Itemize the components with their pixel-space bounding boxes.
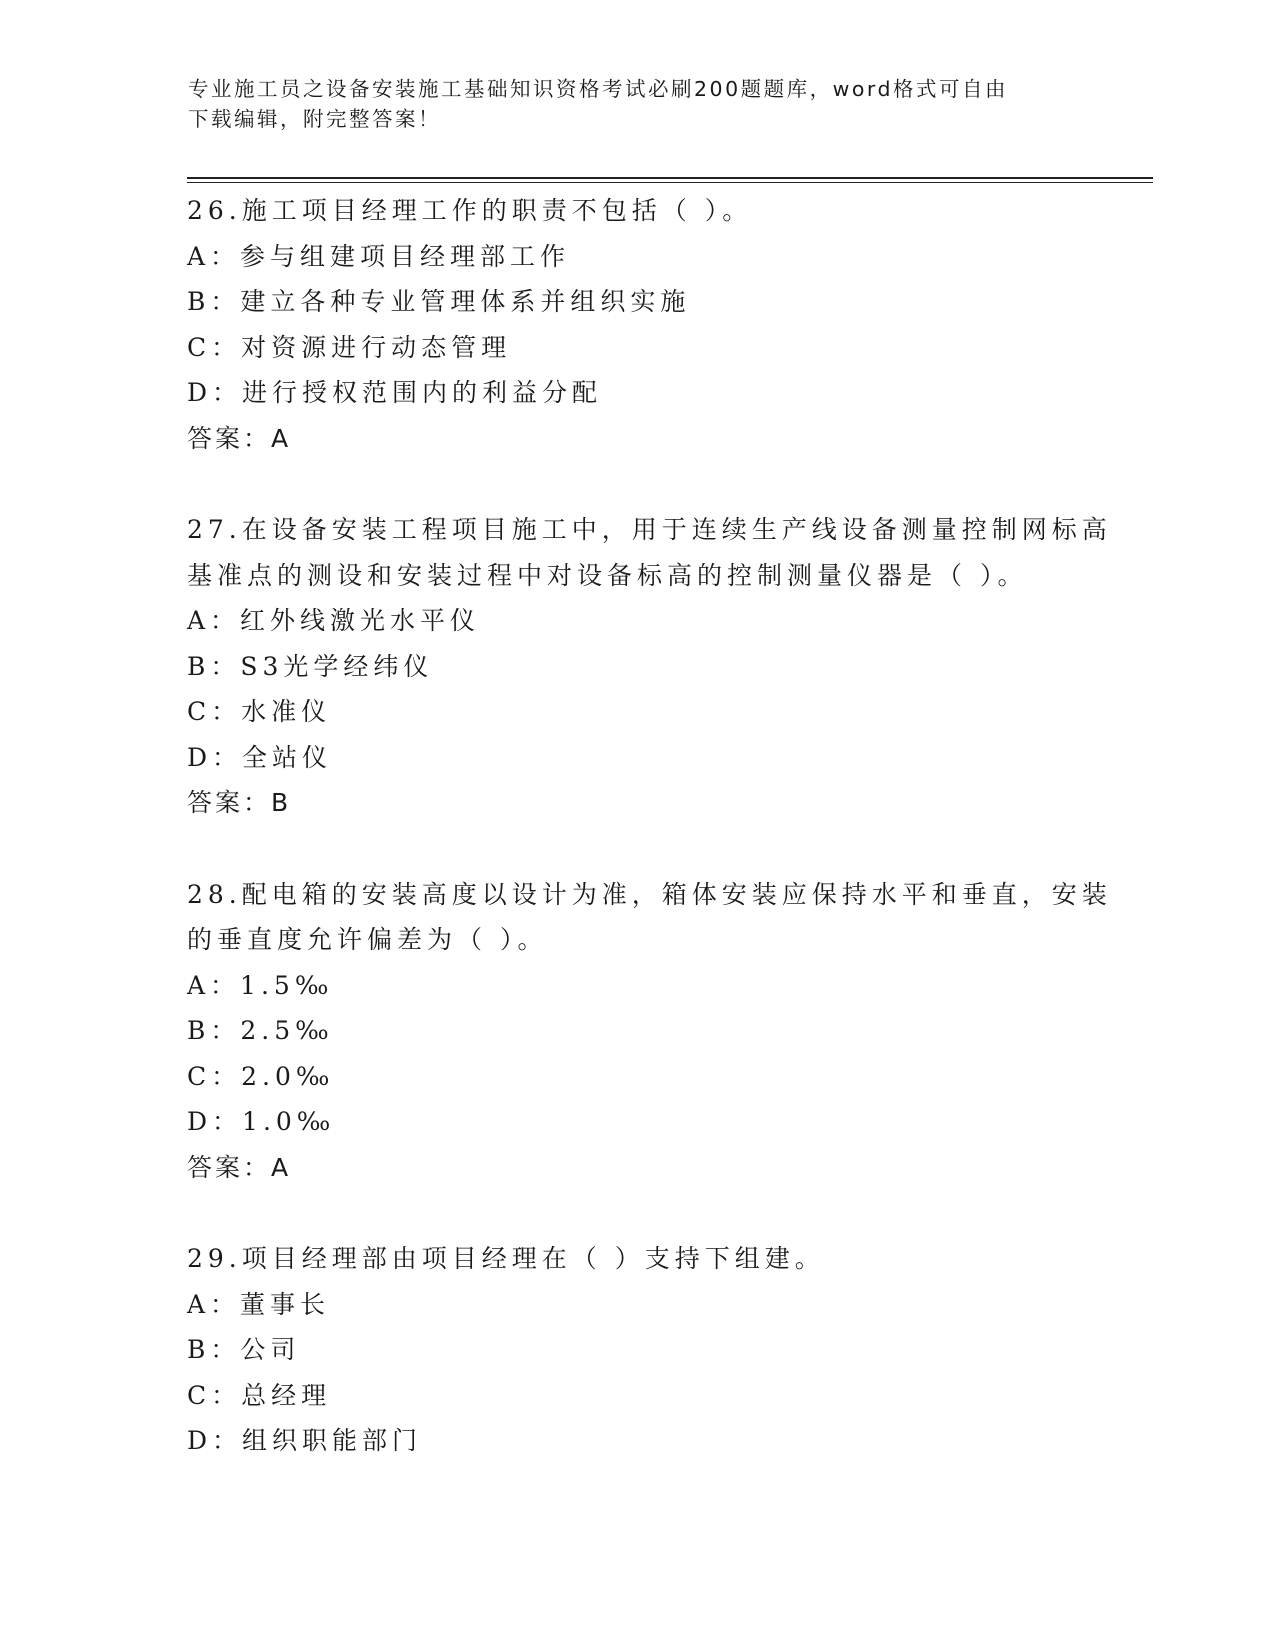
option-b: B：2.5‰ bbox=[187, 1016, 334, 1045]
option-b: B：S3光学经纬仪 bbox=[187, 651, 434, 681]
answer: 答案：B bbox=[187, 788, 292, 817]
option-a: A：参与组建项目经理部工作 bbox=[187, 241, 571, 271]
question-stem-continued: 的垂直度允许偏差为（ ）。 bbox=[187, 925, 548, 954]
question-stem: 28.配电箱的安装高度以设计为准，箱体安装应保持水平和垂直，安装 bbox=[187, 879, 1112, 909]
option-a: A：红外线激光水平仪 bbox=[187, 606, 481, 635]
option-a: A：董事长 bbox=[187, 1289, 331, 1319]
header-divider-thin bbox=[187, 182, 1153, 183]
option-d: D：进行授权范围内的利益分配 bbox=[187, 378, 603, 407]
option-c: C：2.0‰ bbox=[187, 1061, 335, 1091]
question-27 bbox=[187, 507, 1112, 826]
document-header bbox=[188, 74, 1068, 134]
question-stem-continued: 基准点的测设和安装过程中对设备标高的控制测量仪器是（ ）。 bbox=[187, 560, 1028, 590]
header-line-2: 下载编辑，附完整答案！ bbox=[188, 107, 441, 131]
option-b: B：建立各种专业管理体系并组织实施 bbox=[187, 287, 691, 316]
question-26 bbox=[187, 188, 1087, 461]
question-28 bbox=[187, 872, 1112, 1191]
question-stem: 26.施工项目经理工作的职责不包括（ ）。 bbox=[187, 196, 753, 225]
option-c: C：对资源进行动态管理 bbox=[187, 332, 512, 362]
question-list bbox=[187, 188, 1112, 1510]
option-d: D：组织职能部门 bbox=[187, 1426, 423, 1455]
header-divider-thick bbox=[187, 177, 1153, 179]
header-line-1: 专业施工员之设备安装施工基础知识资格考试必刷200题题库，word格式可自由 bbox=[188, 77, 1009, 101]
option-d: D：1.0‰ bbox=[187, 1107, 336, 1136]
option-b: B：公司 bbox=[187, 1335, 301, 1364]
option-c: C：水准仪 bbox=[187, 697, 332, 726]
answer: 答案：A bbox=[187, 423, 292, 453]
question-29 bbox=[187, 1236, 1087, 1464]
question-stem: 29.项目经理部由项目经理在（ ）支持下组建。 bbox=[187, 1244, 825, 1273]
option-d: D：全站仪 bbox=[187, 742, 333, 772]
option-c: C：总经理 bbox=[187, 1380, 332, 1410]
option-a: A：1.5‰ bbox=[187, 970, 334, 1000]
answer: 答案：A bbox=[187, 1152, 292, 1182]
question-stem: 27.在设备安装工程项目施工中，用于连续生产线设备测量控制网标高 bbox=[187, 515, 1112, 544]
